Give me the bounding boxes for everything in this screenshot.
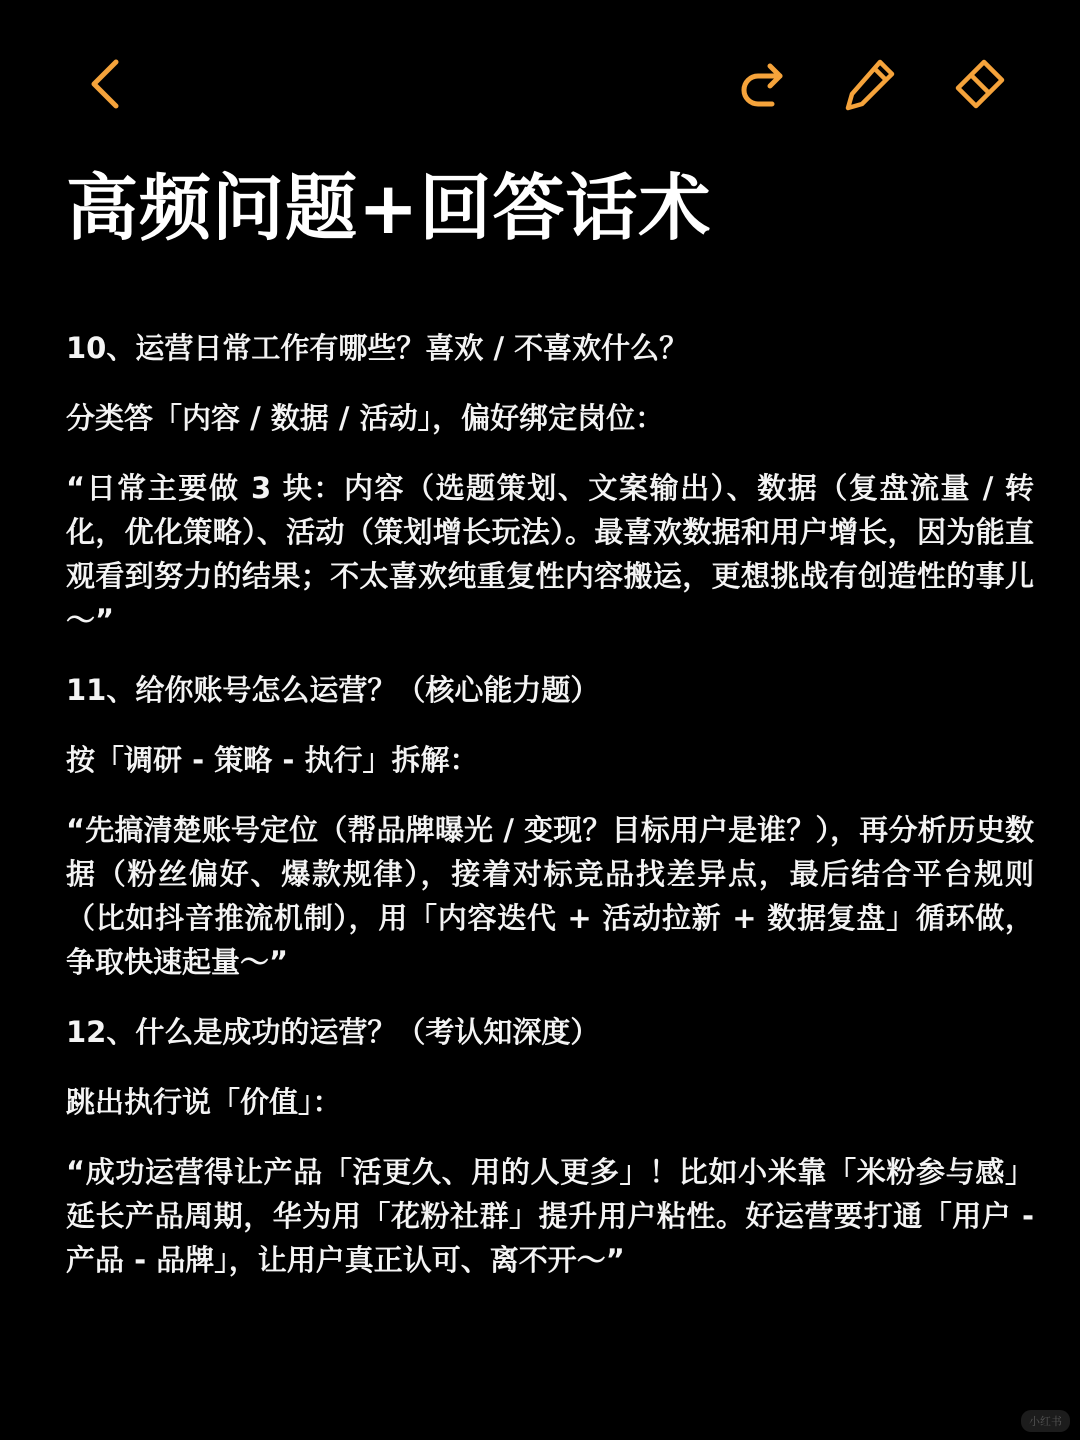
chevron-left-icon [78, 54, 138, 114]
answer-script-12: “成功运营得让产品「活更久、用的人更多」！比如小米靠「米粉参与感」延长产品周期，华为用「花粉社群」提升用户粘性。好运营要打通「用户 - 产品 - 品牌」，让用户真正认可、离不开～” [66, 1155, 1034, 1277]
answer-hint-11: 按「调研 - 策略 - 执行」拆解： [66, 743, 479, 777]
note-body [66, 326, 1034, 1282]
redo-icon [732, 54, 792, 114]
question-12: 12、什么是成功的运营？（考认知深度） [66, 1015, 600, 1049]
page-title: 高频问题+回答话术 [66, 166, 712, 250]
answer-script-10: “日常主要做 3 块：内容（选题策划、文案输出）、数据（复盘流量 / 转化，优化策略）、活动（策划增长玩法）。最喜欢数据和用户增长，因为能直观看到努力的结果；不太喜欢纯重复性内容搬运，更想挑战有创造性的事儿～” [66, 471, 1034, 637]
question-10: 10、运营日常工作有哪些？喜欢 / 不喜欢什么？ [66, 331, 689, 365]
question-11: 11、给你账号怎么运营？（核心能力题） [66, 673, 600, 707]
eraser-icon [950, 54, 1010, 114]
watermark-badge: 小红书 [1021, 1410, 1070, 1432]
answer-hint-10: 分类答「内容 / 数据 / 活动」，偏好绑定岗位： [66, 401, 665, 435]
answer-hint-12: 跳出执行说「价值」： [66, 1085, 342, 1119]
pencil-icon [840, 54, 900, 114]
answer-script-11: “先搞清楚账号定位（帮品牌曝光 / 变现？目标用户是谁？），再分析历史数据（粉丝偏好、爆款规律），接着对标竞品找差异点，最后结合平台规则（比如抖音推流机制），用「内容迭代 + 活动拉新 + 数据复盘」循环做，争取快速起量～” [66, 813, 1034, 979]
toolbar [0, 44, 1080, 124]
erase-button[interactable] [940, 44, 1020, 124]
back-button[interactable] [68, 44, 148, 124]
edit-button[interactable] [830, 44, 910, 124]
redo-button[interactable] [722, 44, 802, 124]
